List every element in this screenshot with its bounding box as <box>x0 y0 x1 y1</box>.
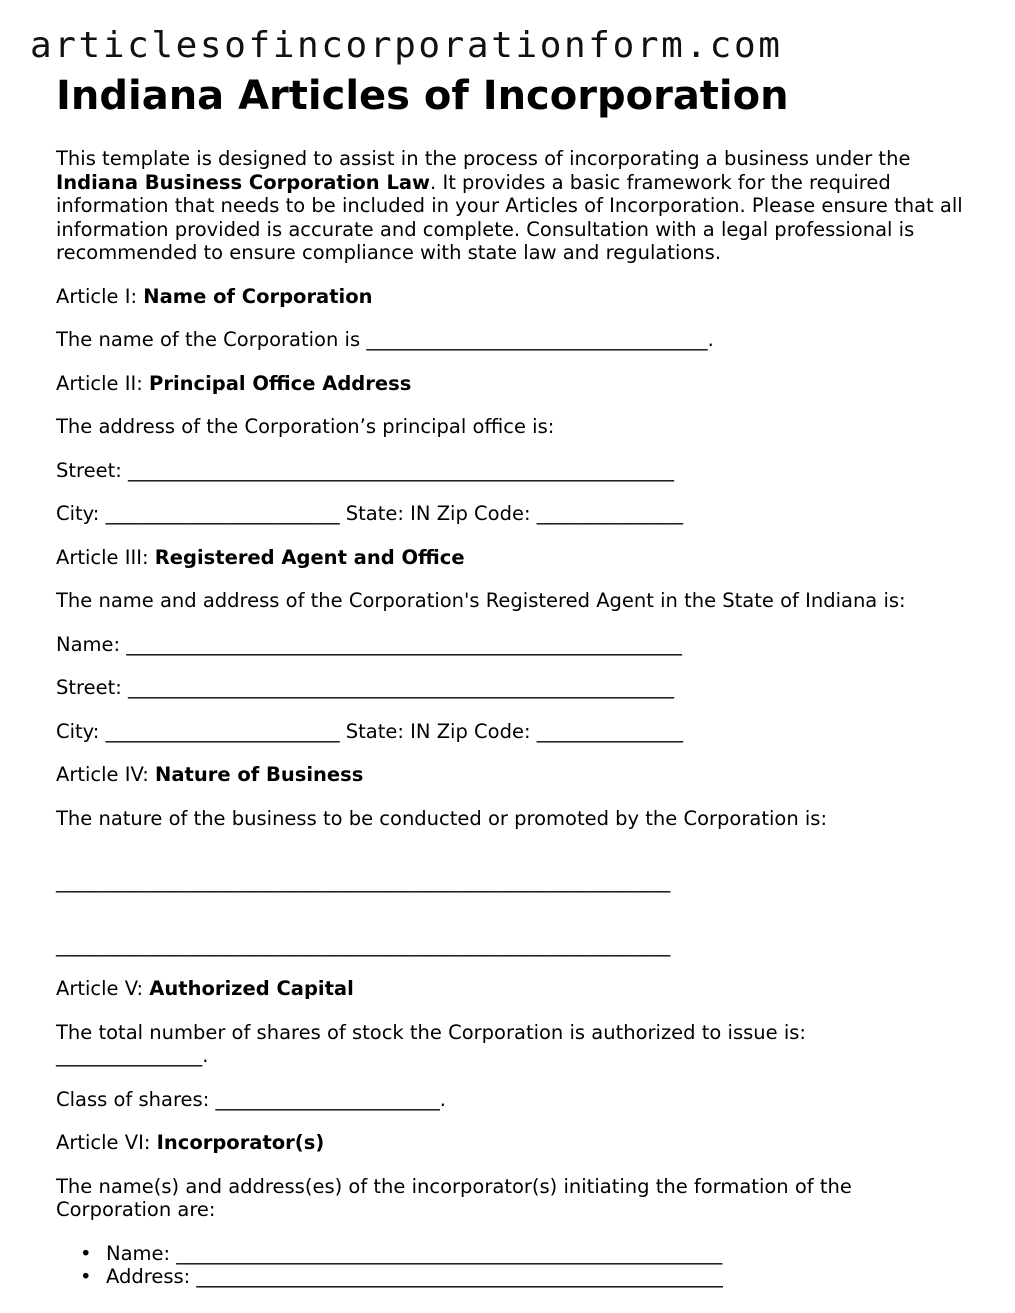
article-6-prefix: Article VI: <box>56 1131 157 1154</box>
article-2-heading <box>56 372 971 396</box>
intro-text-2: . It provides a basic framework for the required information that needs to be included in your Articles of Incorporation. Please ensure that all information provided is accurate and complete. Consultation with a legal professional is recommended to ensure compliance with state law and regulations. <box>56 170 963 264</box>
article-5-heading <box>56 977 971 1001</box>
article-3-prefix: Article III: <box>56 545 155 569</box>
agent-city-state-zip-field[interactable]: City: ________________________ State: IN Zip Code: _______________ <box>56 719 683 743</box>
agent-street-field[interactable]: Street: ________________________________________________________ <box>56 676 675 699</box>
article-5-prefix: Article V: <box>56 977 150 1000</box>
intro-law-name: Indiana Business Corporation Law <box>56 170 431 194</box>
article-6-intro: The name(s) and address(es) of the incorporator(s) initiating the formation of the Corporation are: <box>56 1174 852 1221</box>
office-street-field[interactable]: Street: ________________________________________________________ <box>56 458 675 482</box>
spacer <box>56 914 971 934</box>
intro-paragraph <box>56 147 971 265</box>
corporation-name-field[interactable]: The name of the Corporation is ___________________________________. <box>56 328 714 351</box>
article-2-intro: The address of the Corporation’s principal office is: <box>56 415 555 438</box>
article-6-title: Incorporator(s) <box>156 1131 325 1154</box>
article-4-intro: The nature of the business to be conducted or promoted by the Corporation is: <box>56 806 828 830</box>
incorporator-address-field[interactable]: • Address: ______________________________________________________ <box>106 1265 971 1289</box>
business-nature-line-1[interactable]: _______________________________________________________________ <box>56 870 671 893</box>
authorized-shares-field[interactable]: The total number of shares of stock the Corporation is authorized to issue is: _______________. <box>56 1020 806 1067</box>
article-3-intro: The name and address of the Corporation's Registered Agent in the State of Indiana is: <box>56 589 906 612</box>
article-2-prefix: Article II: <box>56 371 150 395</box>
intro-text-1: This template is designed to assist in the process of incorporating a business under the <box>56 147 911 170</box>
article-1-title: Name of Corporation <box>143 284 373 308</box>
share-class-field[interactable]: Class of shares: _______________________. <box>56 1087 446 1111</box>
article-6-heading <box>56 1131 971 1155</box>
office-city-state-zip-field[interactable]: City: ________________________ State: IN Zip Code: _______________ <box>56 502 683 525</box>
article-2-title: Principal Office Address <box>149 371 412 395</box>
agent-name-field[interactable]: Name: _________________________________________________________ <box>56 632 683 656</box>
article-4-prefix: Article IV: <box>56 763 156 786</box>
article-1-heading <box>56 285 971 309</box>
article-4-title: Nature of Business <box>155 763 364 786</box>
article-5-title: Authorized Capital <box>149 977 354 1000</box>
watermark-text: articlesofincorporationform.com <box>30 25 783 66</box>
article-3-heading <box>56 546 971 570</box>
document-body <box>56 147 971 1289</box>
business-nature-line-2[interactable]: _______________________________________________________________ <box>56 933 671 957</box>
spacer <box>56 850 971 870</box>
article-4-heading <box>56 763 971 787</box>
incorporator-name-field[interactable]: • Name: ________________________________________________________ <box>106 1242 971 1266</box>
incorporator-list <box>56 1242 971 1289</box>
page-title: Indiana Articles of Incorporation <box>56 73 789 119</box>
article-3-title: Registered Agent and Office <box>154 545 465 569</box>
article-1-prefix: Article I: <box>56 284 144 308</box>
